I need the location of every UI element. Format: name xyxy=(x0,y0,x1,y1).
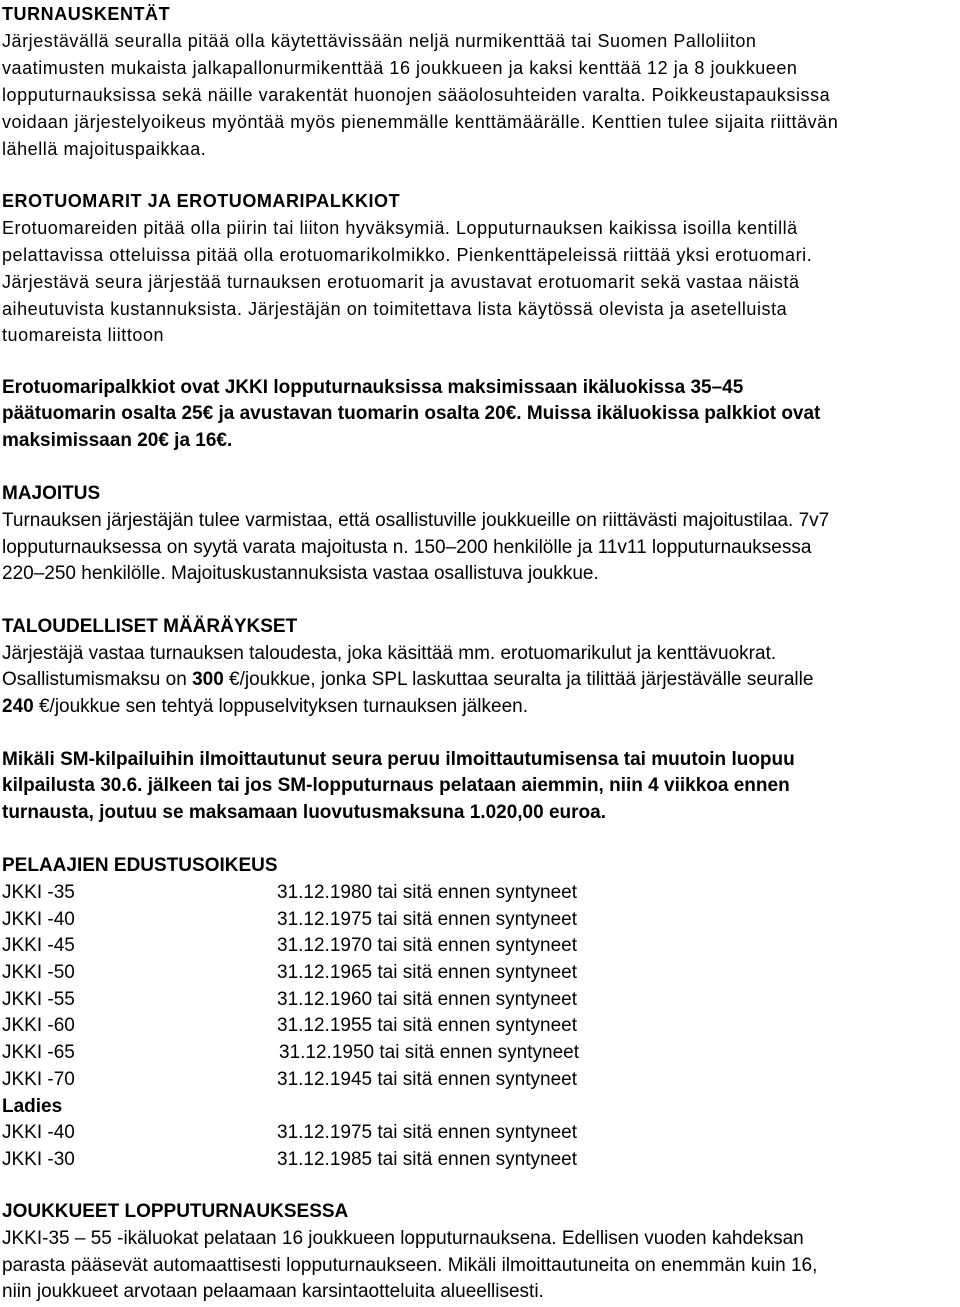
paragraph-line: 220–250 henkilölle. Majoituskustannuksista vastaa osallistuva joukkue. xyxy=(2,563,599,584)
paragraph-line: niin joukkueet arvotaan pelaamaan karsintaotteluita alueellisesti. xyxy=(2,1281,544,1302)
age-class: JKKI -65 xyxy=(2,1042,75,1063)
age-class: JKKI -30 xyxy=(2,1149,75,1170)
bold-paragraph-line: Mikäli SM-kilpailuihin ilmoittautunut seura peruu ilmoittautumisensa tai muutoin luopuu xyxy=(2,749,795,770)
age-class: JKKI -55 xyxy=(2,989,75,1010)
text-run: Osallistumismaksu on xyxy=(2,669,193,690)
paragraph-line: voidaan järjestelyoikeus myöntää myös pienemmälle kenttämäärälle. Kenttien tulee sijaita riittävän xyxy=(2,112,839,132)
birth-date-rule: 31.12.1960 tai sitä ennen syntyneet xyxy=(277,989,578,1010)
paragraph-line xyxy=(2,697,528,716)
age-class: JKKI -40 xyxy=(2,1122,75,1143)
text-run: €/joukkue, jonka SPL laskuttaa seuralta ja tilittää järjestävälle seuralle xyxy=(223,669,814,690)
paragraph-line: vaatimusten mukaista jalkapallonurmikenttää 16 joukkueen ja kaksi kenttää 12 ja 8 joukkueen xyxy=(2,58,798,78)
section-heading-majoitus: MAJOITUS xyxy=(2,483,101,504)
eligibility-row xyxy=(2,1043,902,1062)
eligibility-row xyxy=(2,936,902,955)
fee-amount: 300 xyxy=(192,669,224,690)
paragraph-line: Turnauksen järjestäjän tulee varmistaa, että osallistuville joukkueille on riittävästi majoitustilaa. 7v7 xyxy=(2,510,830,531)
eligibility-row xyxy=(2,990,902,1009)
eligibility-row xyxy=(2,1123,902,1142)
paragraph-line: Järjestävällä seuralla pitää olla käytettävissään neljä nurmikenttää tai Suomen Palloliiton xyxy=(2,31,757,51)
paragraph-line: pelattavissa otteluissa pitää olla erotuomarikolmikko. Pienkenttäpeleissä riittää yksi erotuomari. xyxy=(2,245,813,265)
bold-paragraph-line: kilpailusta 30.6. jälkeen tai jos SM-lopputurnaus pelataan aiemmin, niin 4 viikkoa ennen xyxy=(2,775,790,796)
paragraph-line xyxy=(2,670,813,689)
section-heading-taloudelliset: TALOUDELLISET MÄÄRÄYKSET xyxy=(2,616,298,637)
birth-date-rule: 31.12.1975 tai sitä ennen syntyneet xyxy=(277,909,578,930)
section-heading-joukkueet: JOUKKUEET LOPPUTURNAUKSESSA xyxy=(2,1201,349,1222)
birth-date-rule: 31.12.1975 tai sitä ennen syntyneet xyxy=(277,1122,578,1143)
eligibility-row xyxy=(2,963,902,982)
birth-date-rule: 31.12.1965 tai sitä ennen syntyneet xyxy=(277,962,578,983)
text-run: €/joukkue sen tehtyä loppuselvityksen turnauksen jälkeen. xyxy=(33,696,529,717)
eligibility-row xyxy=(2,1150,902,1169)
age-class: JKKI -40 xyxy=(2,909,75,930)
birth-date-rule: 31.12.1945 tai sitä ennen syntyneet xyxy=(277,1069,578,1090)
eligibility-row xyxy=(2,1070,902,1089)
age-class: JKKI -60 xyxy=(2,1015,75,1036)
age-class: JKKI -35 xyxy=(2,882,75,903)
bold-paragraph-line: maksimissaan 20€ ja 16€. xyxy=(2,430,233,451)
paragraph-line: lähellä majoituspaikkaa. xyxy=(2,139,207,159)
birth-date-rule: 31.12.1980 tai sitä ennen syntyneet xyxy=(277,882,578,903)
section-heading-edustusoikeus: PELAAJIEN EDUSTUSOIKEUS xyxy=(2,855,278,876)
paragraph-line: Järjestäjä vastaa turnauksen taloudesta, joka käsittää mm. erotuomarikulut ja kenttävuokrat. xyxy=(2,643,777,664)
paragraph-line: Järjestävä seura järjestää turnauksen erotuomarit ja avustavat erotuomarit sekä vastaa näistä xyxy=(2,272,800,292)
age-class: JKKI -70 xyxy=(2,1069,75,1090)
birth-date-rule: 31.12.1950 tai sitä ennen syntyneet xyxy=(279,1042,580,1063)
bold-paragraph-line: turnausta, joutuu se maksamaan luovutusmaksuna 1.020,00 euroa. xyxy=(2,802,606,823)
paragraph-line: aiheutuvista kustannuksista. Järjestäjän on toimitettava lista käytössä olevista ja asetelluista xyxy=(2,299,788,319)
bold-paragraph-line: Erotuomaripalkkiot ovat JKKI lopputurnauksissa maksimissaan ikäluokissa 35–45 xyxy=(2,377,744,398)
paragraph-line: parasta pääsevät automaattisesti lopputurnaukseen. Mikäli ilmoittautuneita on enemmän kuin 16, xyxy=(2,1255,818,1276)
paragraph-line: JKKI-35 – 55 -ikäluokat pelataan 16 joukkueen lopputurnauksena. Edellisen vuoden kahdeksan xyxy=(2,1228,804,1249)
birth-date-rule: 31.12.1985 tai sitä ennen syntyneet xyxy=(277,1149,578,1170)
eligibility-row xyxy=(2,883,902,902)
paragraph-line: Erotuomareiden pitää olla piirin tai liiton hyväksymiä. Lopputurnauksen kaikissa isoilla kentillä xyxy=(2,218,798,238)
paragraph-line: tuomareista liittoon xyxy=(2,325,165,345)
section-heading-erotuomarit: EROTUOMARIT JA EROTUOMARIPALKKIOT xyxy=(2,191,401,211)
paragraph-line: lopputurnauksessa on syytä varata majoitusta n. 150–200 henkilölle ja 11v11 lopputurnauksessa xyxy=(2,537,812,558)
age-class: JKKI -45 xyxy=(2,935,75,956)
section-heading-turnauskentat: TURNAUSKENTÄT xyxy=(2,4,171,24)
fee-amount: 240 xyxy=(2,696,34,717)
paragraph-line: lopputurnauksissa sekä näille varakentät huonojen sääolosuhteiden varalta. Poikkeustapauksissa xyxy=(2,85,831,105)
bold-paragraph-line: päätuomarin osalta 25€ ja avustavan tuomarin osalta 20€. Muissa ikäluokissa palkkiot ovat xyxy=(2,403,821,424)
birth-date-rule: 31.12.1955 tai sitä ennen syntyneet xyxy=(277,1015,578,1036)
birth-date-rule: 31.12.1970 tai sitä ennen syntyneet xyxy=(277,935,578,956)
eligibility-row xyxy=(2,910,902,929)
eligibility-row xyxy=(2,1016,902,1035)
ladies-label: Ladies xyxy=(2,1096,63,1117)
age-class: JKKI -50 xyxy=(2,962,75,983)
